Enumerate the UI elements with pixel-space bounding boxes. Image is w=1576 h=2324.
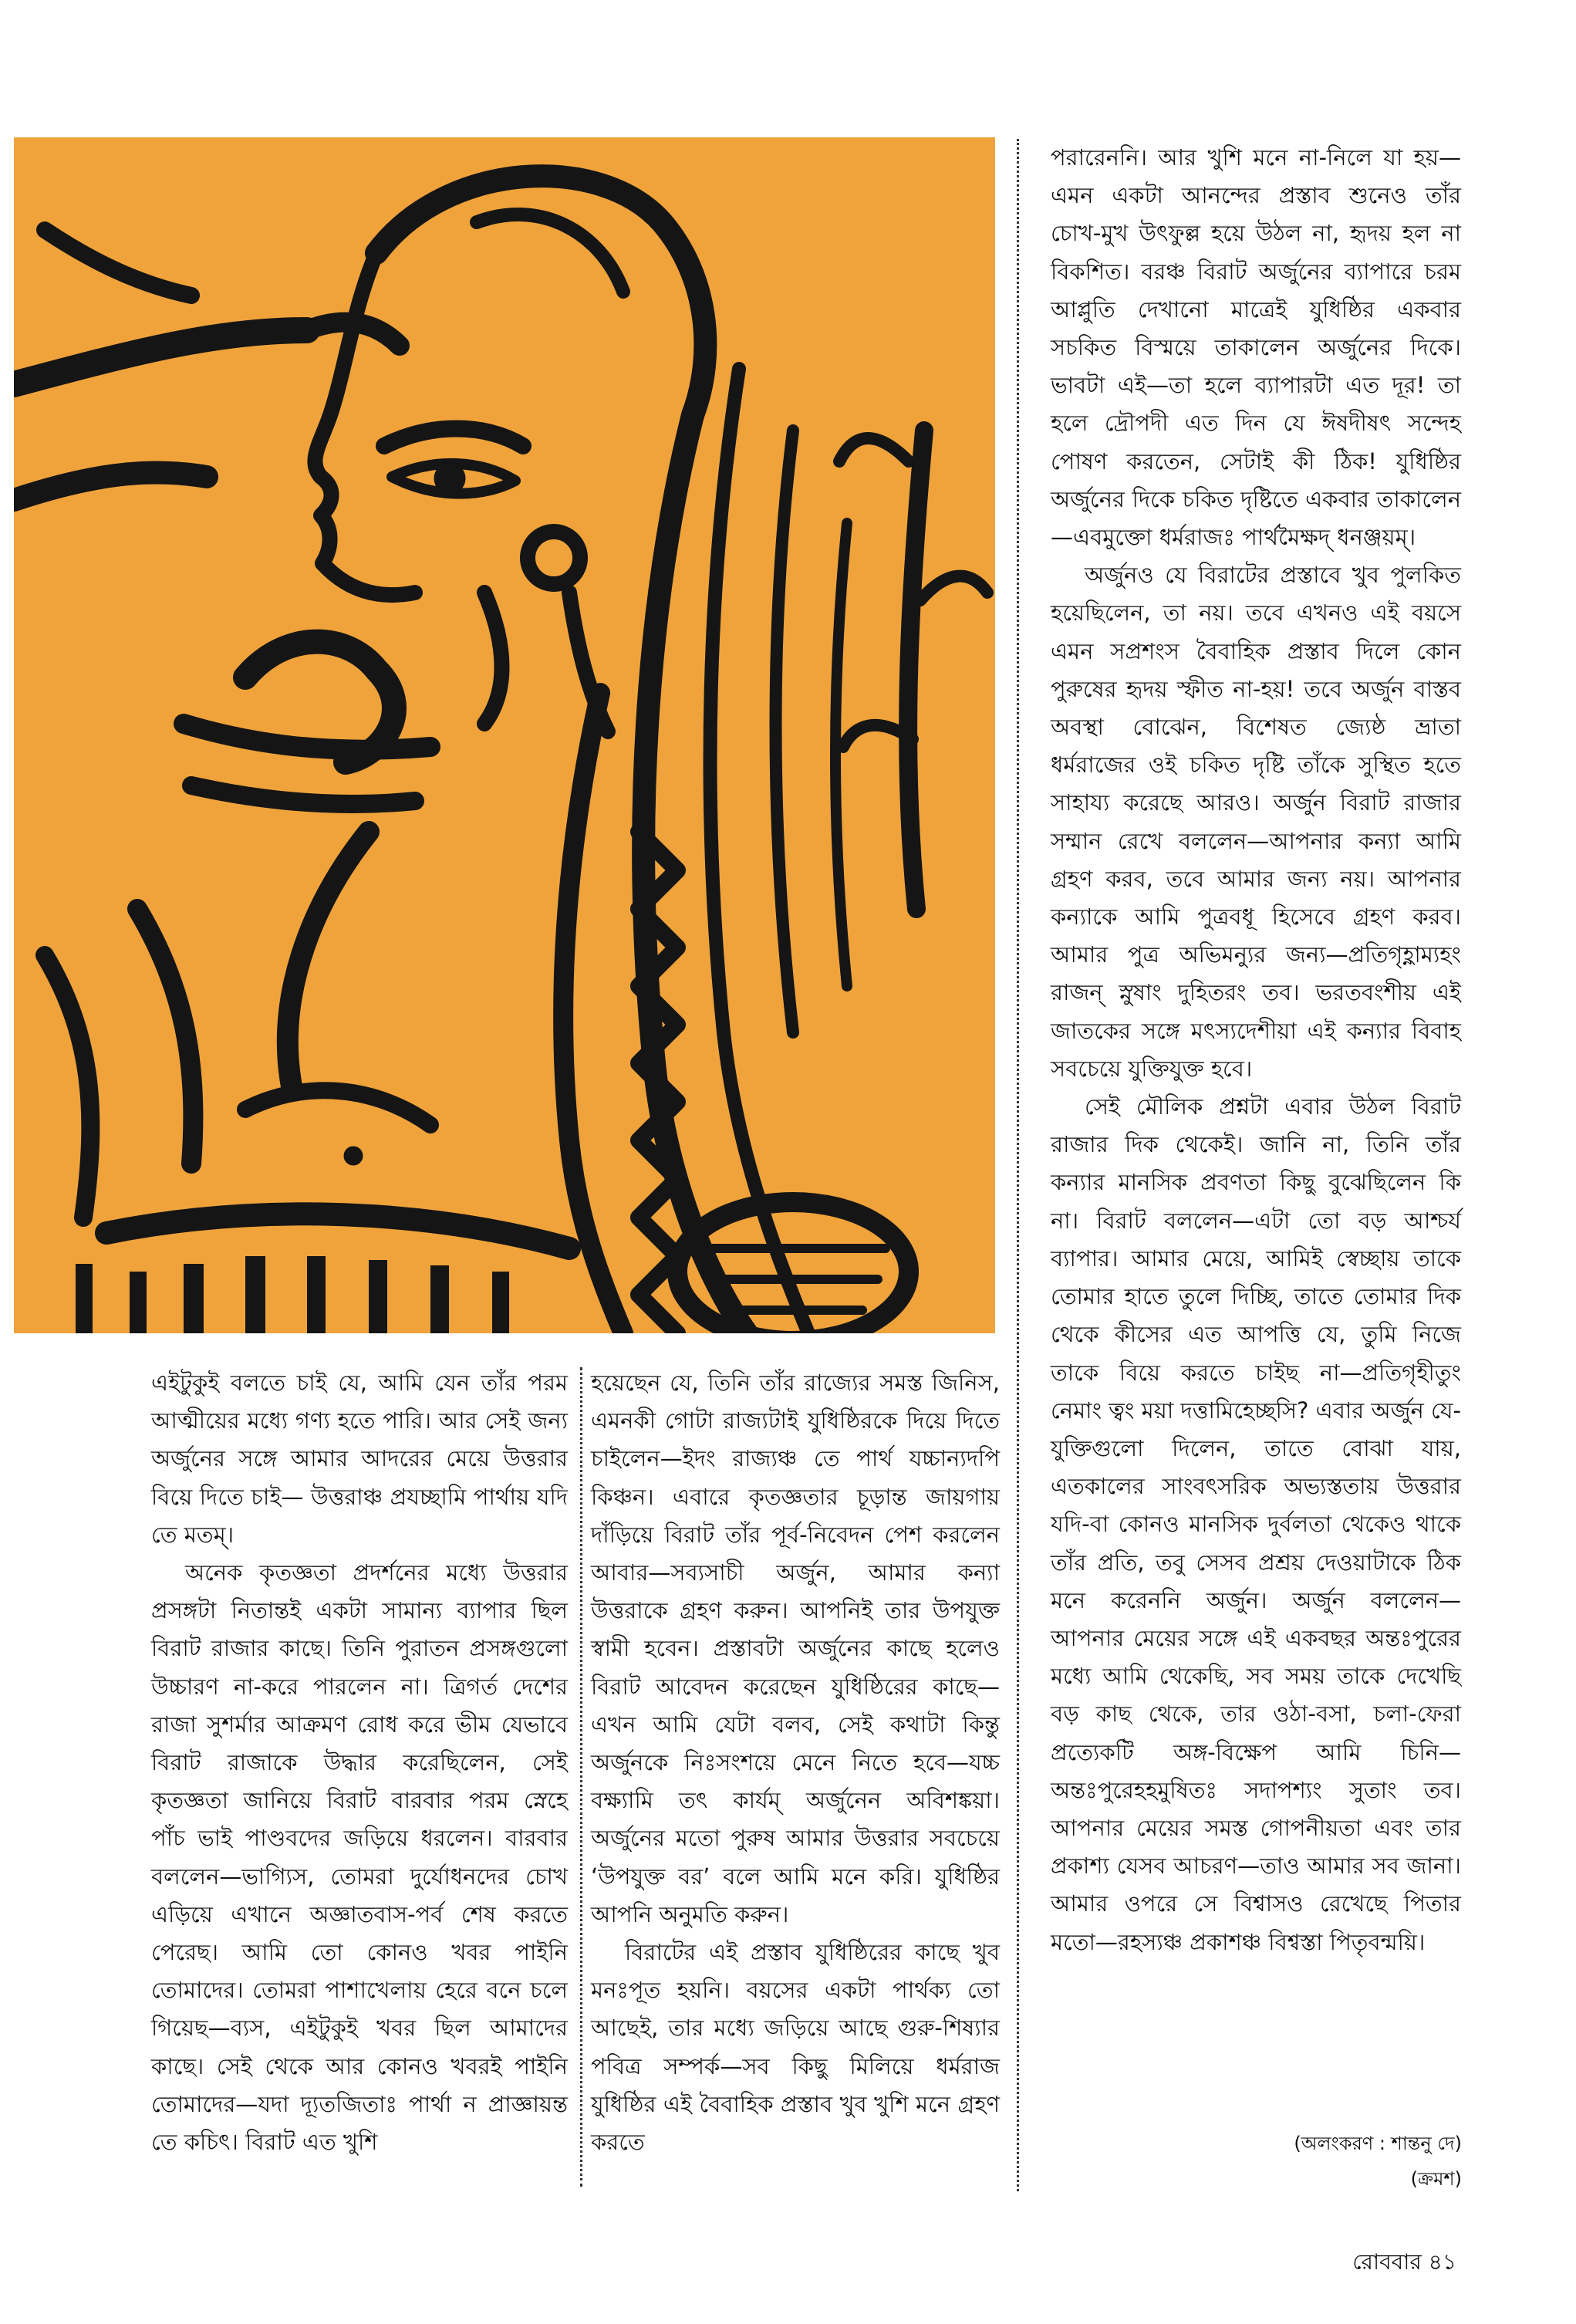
continued-note: (ক্রমশ) bbox=[1410, 2168, 1462, 2190]
paragraph: বিরাটের এই প্রস্তাব যুধিষ্ঠিরের কাছে খুব মনঃপূত হয়নি। বয়সের একটা পার্থক্য তো আছেই, তার মধ্যে জড়িয়ে আছে গুরু-শিষ্যার পবিত্র সম্পর্ক—সব কিছু মিলিয়ে ধর্মরাজ যুধিষ্ঠির এই বৈবাহিক প্রস্তাব খুব খুশি মনে গ্রহণ করতে bbox=[591, 1939, 1000, 2156]
woman-profile-drawing bbox=[14, 137, 995, 1333]
paragraph: পরারেননি। আর খুশি মনে না-নিলে যা হয়—এমন একটা আনন্দের প্রস্তাব শুনেও তাঁর চোখ-মুখ উৎফুল্ল হয়ে উঠল না, হৃদয় হল না বিকশিত। বরঞ্চ বিরাট অর্জুনের ব্যাপারে চরম আপ্লুতি দেখানো মাত্রেই যুধিষ্ঠির একবার সচকিত বিস্ময়ে তাকালেন অর্জুনের দিকে। ভাবটা এই—তা হলে ব্যাপারটা এত দূর! তা হলে দ্রৌপদী এত দিন যে ঈষদীষৎ সন্দেহ পোষণ করতেন, সেটাই কী ঠিক! যুধিষ্ঠির অর্জুনের দিকে চকিত দৃষ্টিতে একবার তাকালেন—এবমুক্তো ধর্মরাজঃ পার্থমৈক্ষদ্ ধনঞ্জয়ম্। bbox=[1051, 144, 1461, 551]
right-column bbox=[1051, 139, 1461, 1961]
left-column bbox=[151, 1364, 568, 2161]
illustration bbox=[14, 137, 995, 1333]
paragraph: হয়েছেন যে, তিনি তাঁর রাজ্যের সমস্ত জিনিস, এমনকী গোটা রাজ্যটাই যুধিষ্ঠিরকে দিয়ে দিতে চাইলেন—ইদং রাজ্যঞ্চ তে পার্থ যচ্চান্যদপি কিঞ্চন। এবারে কৃতজ্ঞতার চূড়ান্ত জায়গায় দাঁড়িয়ে বিরাট তাঁর পূর্ব-নিবেদন পেশ করলেন আবার—সব্যসাচী অর্জুন, আমার কন্যা উত্তরাকে গ্রহণ করুন। আপনিই তার উপযুক্ত স্বামী হবেন। প্রস্তাবটা অর্জুনের কাছে হলেও বিরাট আবেদন করেছেন যুধিষ্ঠিরের কাছে—এখন আমি যেটা বলব, সেই কথাটা কিন্তু অর্জুনকে নিঃসংশয়ে মেনে নিতে হবে—যচ্চ বক্ষ্যামি তৎ কার্যম্ অর্জুনেন অবিশঙ্কয়া। অর্জুনের মতো পুরুষ আমার উত্তরার সবচেয়ে ‘উপযুক্ত বর’ বলে আমি মনে করি। যুধিষ্ঠির আপনি অনুমতি করুন। bbox=[591, 1370, 1000, 1927]
middle-column bbox=[591, 1364, 1000, 2161]
column-divider bbox=[1017, 139, 1019, 2191]
column-divider bbox=[580, 1367, 582, 2187]
paragraph: সেই মৌলিক প্রশ্নটা এবার উঠল বিরাট রাজার দিক থেকেই। জানি না, তিনি তাঁর কন্যার মানসিক প্রবণতা কিছু বুঝেছিলেন কি না। বিরাট বললেন—এটা তো বড় আশ্চর্য ব্যাপার। আমার মেয়ে, আমিই স্বেচ্ছায় তাকে তোমার হাতে তুলে দিচ্ছি, তাতে তোমার দিক থেকে কীসের এত আপত্তি যে, তুমি নিজে তাকে বিয়ে করতে চাইছ না—প্রতিগৃহীতুং নেমাং ত্বং ময়া দত্তামিহেচ্ছসি? এবার অর্জুন যে-যুক্তিগুলো দিলেন, তাতে বোঝা যায়, এতকালের সাংবৎসরিক অভ্যস্ততায় উত্তরার যদি-বা কোনও মানসিক দুর্বলতা থেকেও থাকে তাঁর প্রতি, তবু সেসব প্রশ্রয় দেওয়াটাকে ঠিক মনে করেননি অর্জুন। অর্জুন বললেন—আপনার মেয়ের সঙ্গে এই একবছর অন্তঃপুরের মধ্যে আমি থেকেছি, সব সময় তাকে দেখেছি বড় কাছ থেকে, তার ওঠা-বসা, চলা-ফেরা প্রত্যেকটি অঙ্গ-বিক্ষেপ আমি চিনি—অন্তঃপুরেহহমুষিতঃ সদাপশ্যং সুতাং তব। আপনার মেয়ের সমস্ত গোপনীয়তা এবং তার প্রকাশ্য যেসব আচরণ—তাও আমার সব জানা। আমার ওপরে সে বিশ্বাসও রেখেছে পিতার মতো—রহস্যঞ্চ প্রকাশঞ্চ বিশ্বস্তা পিতৃবন্ময়ি। bbox=[1051, 1093, 1461, 1955]
illustration-credit: (অলংকরণ : শান্তনু দে) bbox=[1294, 2133, 1462, 2154]
paragraph: এইটুকুই বলতে চাই যে, আমি যেন তাঁর পরম আত্মীয়ের মধ্যে গণ্য হতে পারি। আর সেই জন্য অর্জুনের সঙ্গে আমার আদরের মেয়ে উত্তরার বিয়ে দিতে চাই— উত্তরাঞ্চ প্রযচ্ছামি পার্থায় যদি তে মতম্। bbox=[151, 1370, 568, 1548]
paragraph: অনেক কৃতজ্ঞতা প্রদর্শনের মধ্যে উত্তরার প্রসঙ্গটা নিতান্তই একটা সামান্য ব্যাপার ছিল বিরাট রাজার কাছে। তিনি পুরাতন প্রসঙ্গগুলো উচ্চারণ না-করে পারলেন না। ত্রিগর্ত দেশের রাজা সুশর্মার আক্রমণ রোধ করে ভীম যেভাবে বিরাট রাজাকে উদ্ধার করেছিলেন, সেই কৃতজ্ঞতা জানিয়ে বিরাট বারবার পরম স্নেহে পাঁচ ভাই পাণ্ডবদের জড়িয়ে ধরলেন। বারবার বললেন—ভাগ্যিস, তোমরা দুর্যোধনদের চোখ এড়িয়ে এখানে অজ্ঞাতবাস-পর্ব শেষ করতে পেরেছ। আমি তো কোনও খবর পাইনি তোমাদের। তোমরা পাশাখেলায় হেরে বনে চলে গিয়েছ—ব্যস, এইটুকুই খবর ছিল আমাদের কাছে। সেই থেকে আর কোনও খবরই পাইনি তোমাদের—যদা দ্যূতজিতাঃ পার্থা ন প্রাজ্ঞায়ন্ত তে কচিৎ। বিরাট এত খুশি bbox=[151, 1559, 568, 2156]
paragraph: অর্জুনও যে বিরাটের প্রস্তাবে খুব পুলকিত হয়েছিলেন, তা নয়। তবে এখনও এই বয়সে এমন সপ্রশংস বৈবাহিক প্রস্তাব দিলে কোন পুরুষের হৃদয় স্ফীত না-হয়! তবে অর্জুন বাস্তব অবস্থা বোঝেন, বিশেষত জ্যেষ্ঠ ভ্রাতা ধর্মরাজের ওই চকিত দৃষ্টি তাঁকে সুস্থিত হতে সাহায্য করেছে আরও। অর্জুন বিরাট রাজার সম্মান রেখে বললেন—আপনার কন্যা আমি গ্রহণ করব, তবে আমার জন্য নয়। আপনার কন্যাকে আমি পুত্রবধূ হিসেবে গ্রহণ করব। আমার পুত্র অভিমন্যুর জন্য—প্রতিগৃহ্ণাম্যহং রাজন্ স্নুষাং দুহিতরং তব। ভরতবংশীয় এই জাতকের সঙ্গে মৎস্যদেশীয়া এই কন্যার বিবাহ সবচেয়ে যুক্তিযুক্ত হবে। bbox=[1051, 562, 1461, 1082]
page-folio: রোববার ৪১ bbox=[1352, 2249, 1456, 2275]
